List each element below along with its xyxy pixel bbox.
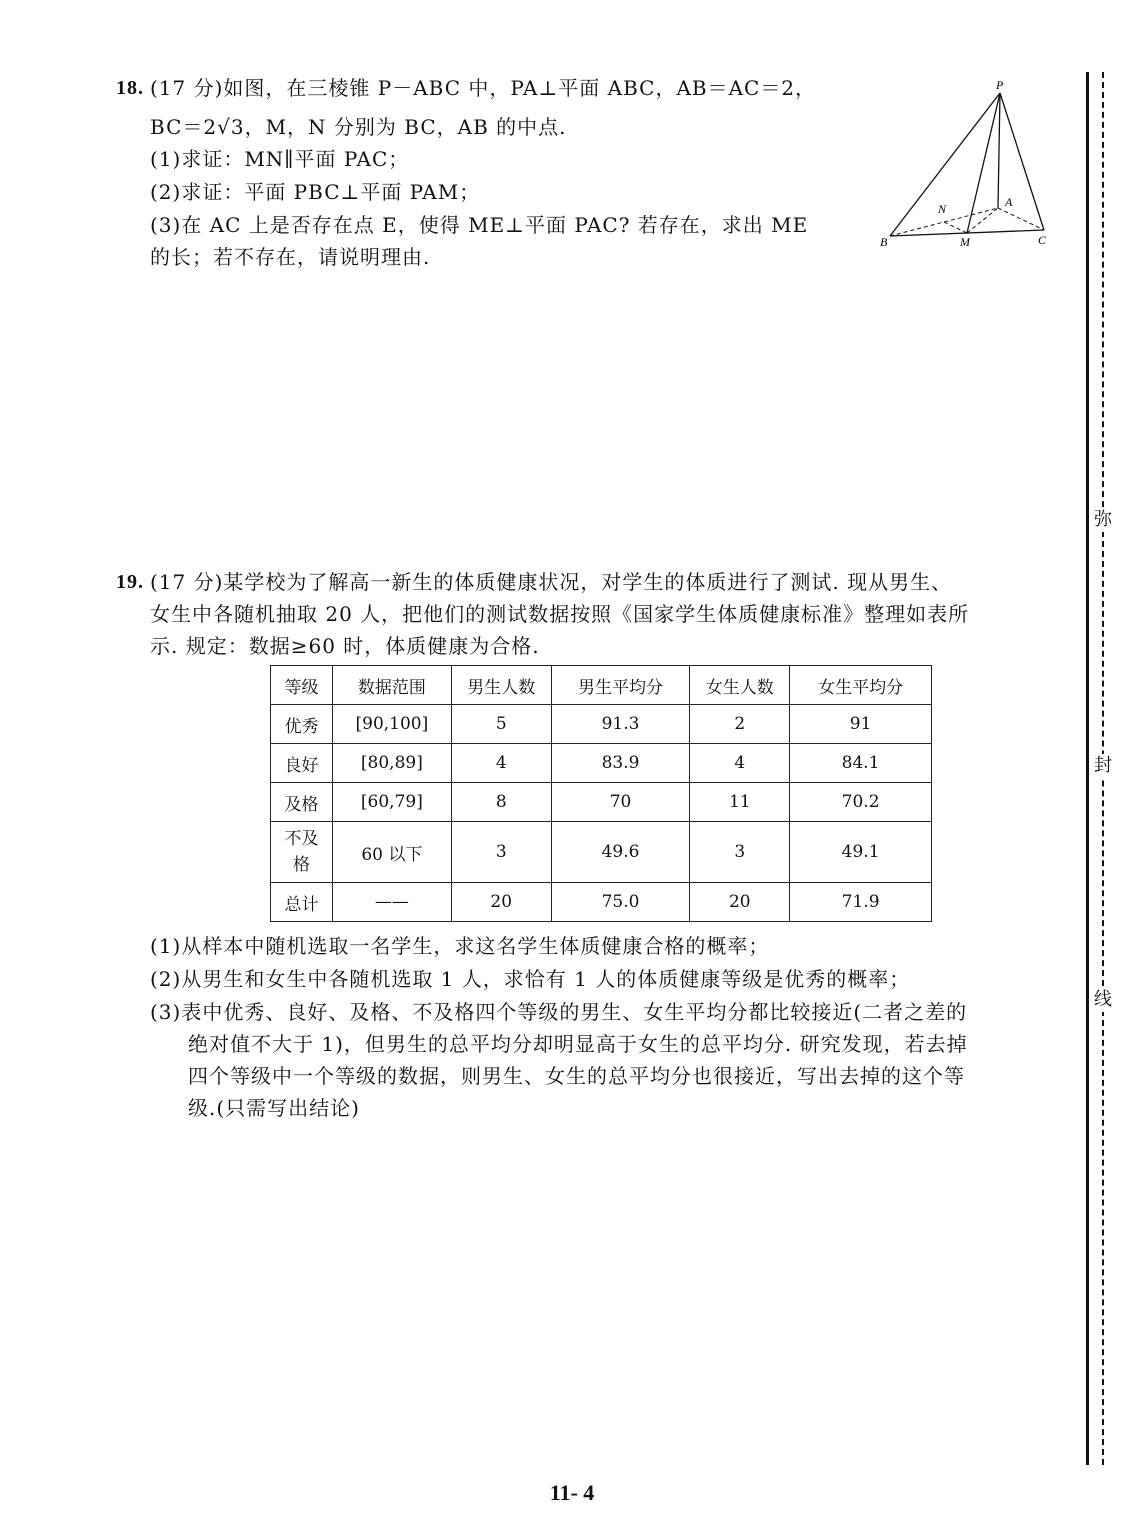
binding-mark-xian: 线 bbox=[1094, 989, 1112, 1010]
table-cell: [80,89] bbox=[332, 744, 451, 783]
binding-border-line bbox=[1086, 72, 1089, 1465]
label-n: N bbox=[938, 202, 947, 216]
pyramid-figure bbox=[878, 80, 1058, 252]
question-18-line-2: BC＝2√3，M，N 分别为 BC，AB 的中点. bbox=[150, 115, 567, 139]
label-b: B bbox=[880, 235, 888, 249]
question-19-intro-3: 示. 规定：数据≥60 时，体质健康为合格. bbox=[150, 634, 540, 658]
table-cell: 70.2 bbox=[790, 783, 932, 822]
table-cell: 70 bbox=[551, 783, 690, 822]
table-cell: 20 bbox=[451, 883, 551, 922]
table-cell: [60,79] bbox=[332, 783, 451, 822]
binding-mark-feng: 封 bbox=[1094, 755, 1112, 776]
question-19-part-3: (3)表中优秀、良好、及格、不及格四个等级的男生、女生平均分都比较接近(二者之差的 bbox=[150, 1000, 968, 1024]
table-cell: 75.0 bbox=[551, 883, 690, 922]
table-cell: 71.9 bbox=[790, 883, 932, 922]
table-cell: 8 bbox=[451, 783, 551, 822]
table-cell: 良好 bbox=[271, 744, 333, 783]
table-cell: 3 bbox=[451, 822, 551, 883]
question-19-part-3-cont-2: 四个等级中一个等级的数据，则男生、女生的总平均分也很接近，写出去掉的这个等 bbox=[188, 1064, 965, 1088]
label-m: M bbox=[960, 235, 970, 249]
table-row bbox=[271, 783, 932, 822]
table-cell: 4 bbox=[451, 744, 551, 783]
table-cell: 11 bbox=[690, 783, 790, 822]
table-row bbox=[271, 883, 932, 922]
table-cell: 不及格 bbox=[271, 822, 333, 883]
question-18-line-1: (17 分)如图，在三棱锥 P－ABC 中，PA⊥平面 ABC，AB＝AC＝2， bbox=[150, 76, 817, 100]
table-cell: 3 bbox=[690, 822, 790, 883]
question-19-part-3-cont-3: 级.(只需写出结论) bbox=[188, 1096, 360, 1120]
table-cell: 49.6 bbox=[551, 822, 690, 883]
question-19-part-2: (2)从男生和女生中各随机选取 1 人，求恰有 1 人的体质健康等级是优秀的概率； bbox=[150, 967, 911, 991]
edge-ac bbox=[998, 208, 1044, 230]
table-cell: [90,100] bbox=[332, 705, 451, 744]
table-header: 等级 bbox=[271, 666, 333, 705]
table-header: 女生平均分 bbox=[790, 666, 932, 705]
binding-mark-mi: 弥 bbox=[1094, 509, 1112, 530]
table-cell: 49.1 bbox=[790, 822, 932, 883]
label-a: A bbox=[1005, 195, 1013, 209]
table-header: 女生人数 bbox=[690, 666, 790, 705]
table-cell: 及格 bbox=[271, 783, 333, 822]
question-19-part-1: (1)从样本中随机选取一名学生，求这名学生体质健康合格的概率； bbox=[150, 934, 770, 958]
table-cell: 84.1 bbox=[790, 744, 932, 783]
table-cell: 91.3 bbox=[551, 705, 690, 744]
question-19-intro-1: (17 分)某学校为了解高一新生的体质健康状况，对学生的体质进行了测试. 现从男生、 bbox=[150, 570, 953, 594]
question-18-number: 18. bbox=[116, 77, 144, 99]
table-header: 男生平均分 bbox=[551, 666, 690, 705]
table-row bbox=[271, 744, 932, 783]
question-18-part-3-cont: 的长；若不存在，请说明理由. bbox=[150, 245, 431, 269]
question-19-number: 19. bbox=[116, 571, 144, 593]
question-18-part-1: (1)求证：MN∥平面 PAC； bbox=[150, 147, 410, 171]
table-cell: 20 bbox=[690, 883, 790, 922]
table-row bbox=[271, 822, 932, 883]
label-c: C bbox=[1038, 233, 1047, 247]
page-number: 11- 4 bbox=[549, 1480, 595, 1505]
question-18-part-2: (2)求证：平面 PBC⊥平面 PAM； bbox=[150, 180, 481, 204]
table-cell: 2 bbox=[690, 705, 790, 744]
table-cell: 5 bbox=[451, 705, 551, 744]
table-header-row bbox=[271, 666, 932, 705]
grade-table bbox=[270, 665, 932, 922]
question-19-intro-2: 女生中各随机抽取 20 人，把他们的测试数据按照《国家学生体质健康标准》整理如表所 bbox=[150, 602, 970, 626]
table-row bbox=[271, 705, 932, 744]
edge-pc bbox=[1000, 93, 1044, 230]
table-header: 男生人数 bbox=[451, 666, 551, 705]
table-cell: 60 以下 bbox=[332, 822, 451, 883]
label-p: P bbox=[996, 80, 1004, 92]
question-18-part-3: (3)在 AC 上是否存在点 E，使得 ME⊥平面 PAC? 若存在，求出 ME bbox=[150, 213, 809, 237]
table-cell: 83.9 bbox=[551, 744, 690, 783]
edge-pa bbox=[998, 93, 1000, 208]
table-header: 数据范围 bbox=[332, 666, 451, 705]
table-cell: 优秀 bbox=[271, 705, 333, 744]
table-cell: 91 bbox=[790, 705, 932, 744]
question-19-part-3-cont-1: 绝对值不大于 1)，但男生的总平均分却明显高于女生的总平均分. 研究发现，若去掉 bbox=[188, 1032, 968, 1056]
table-cell: 总计 bbox=[271, 883, 333, 922]
table-cell: —— bbox=[332, 883, 451, 922]
table-cell: 4 bbox=[690, 744, 790, 783]
edge-mn bbox=[944, 222, 967, 233]
